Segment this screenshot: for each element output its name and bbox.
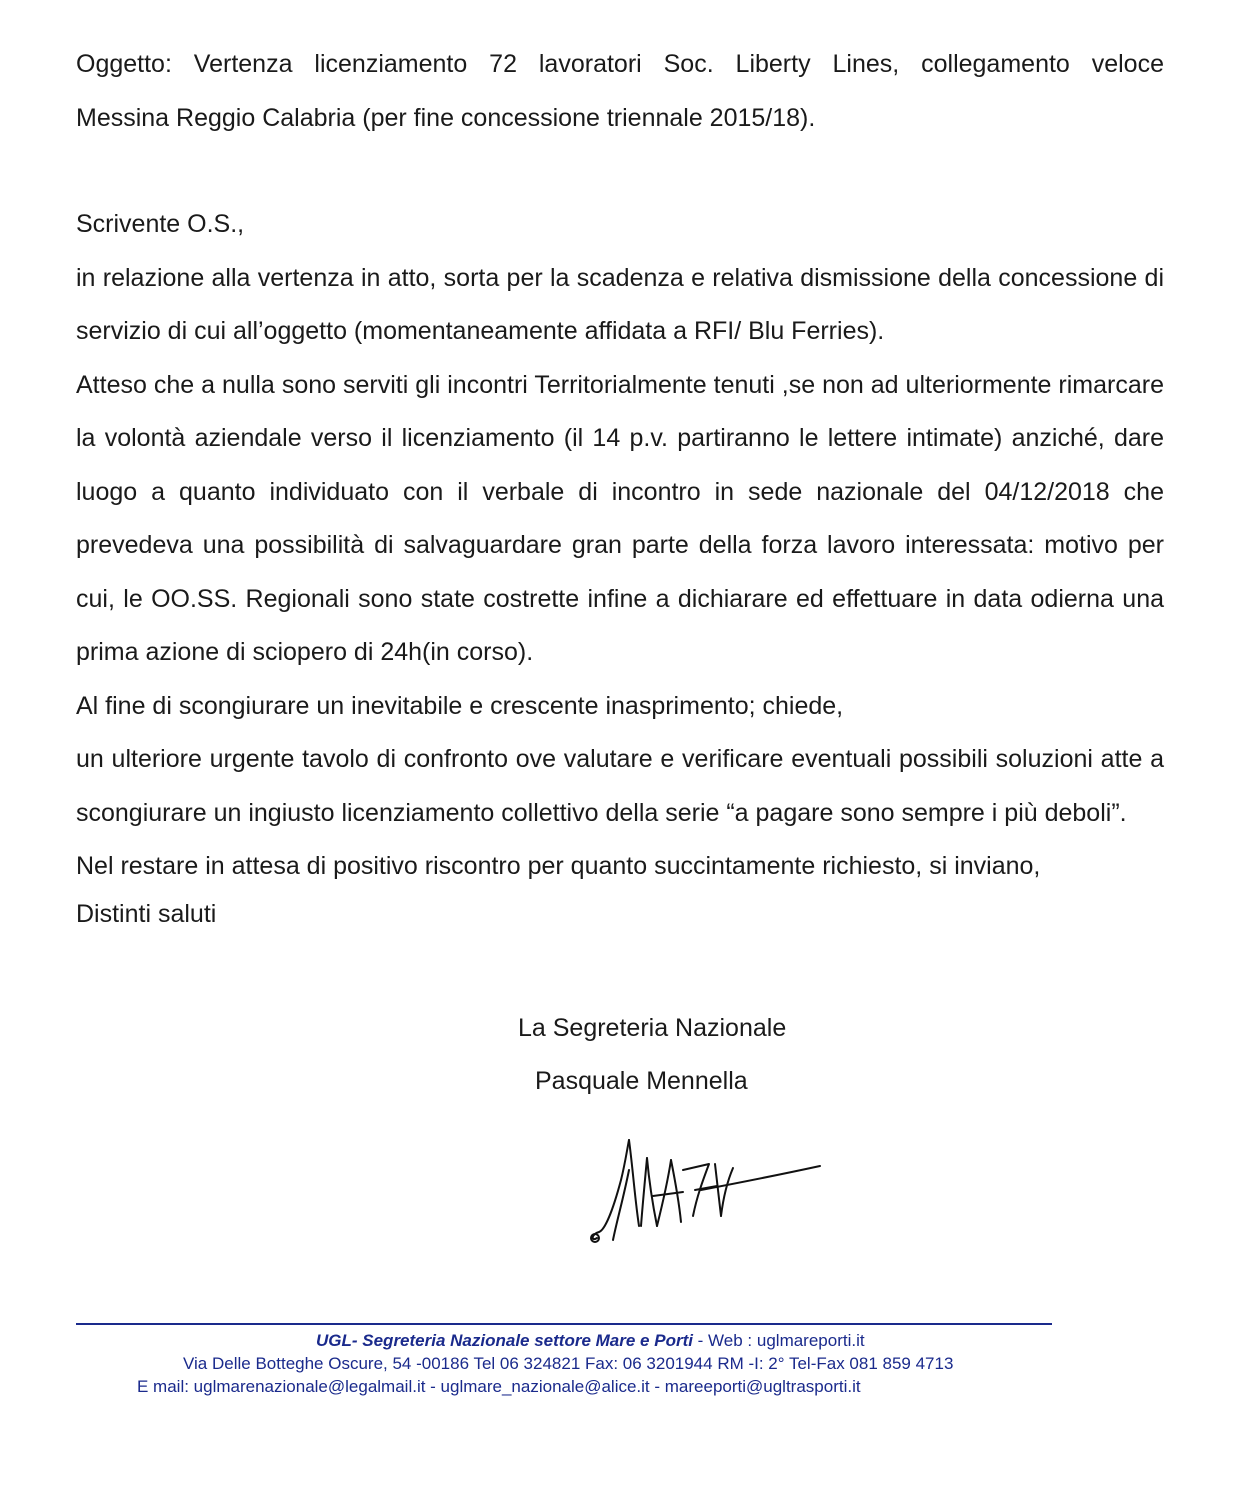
footer-web[interactable]: - Web : uglmareporti.it xyxy=(692,1331,865,1350)
signatory-office: La Segreteria Nazionale xyxy=(518,1014,787,1042)
letter-body xyxy=(76,38,1164,934)
handwritten-signature xyxy=(583,1130,828,1250)
subject-line-2: Messina Reggio Calabria (per fine concessione triennale 2015/18). xyxy=(76,103,816,132)
footer-emails[interactable]: E mail: uglmarenazionale@legalmail.it - uglmare_nazionale@alice.it - mareeporti@ugltrasporti.it xyxy=(137,1377,861,1396)
signatory-name: Pasquale Mennella xyxy=(535,1067,748,1095)
paragraph-1: in relazione alla vertenza in atto, sorta per la scadenza e relativa dismissione della concessione di servizio di cui all’oggetto (momentaneamente affidata a RFI/ Blu Ferries). xyxy=(76,263,1164,345)
spacer xyxy=(76,145,1164,198)
paragraph-2: Atteso che a nulla sono serviti gli incontri Territorialmente tenuti ,se non ad ulteriormente rimarcare la volontà aziendale verso il licenziamento (il 14 p.v. partiranno le lettere intimate) anziché, dare luogo a quanto individuato con il verbale di incontro in sede nazionale del 04/12/2018 che prevedeva una possibilità di salvaguardare gran parte della forza lavoro interessata: motivo per cui, le OO.SS. Regionali sono state costrette infine a dichiarare ed effettuare in data odierna una prima azione di sciopero di 24h(in corso). xyxy=(76,370,1164,666)
footer-line-1 xyxy=(316,1330,865,1352)
signature-block xyxy=(518,1002,786,1108)
paragraph-3: Al fine di scongiurare un inevitabile e crescente inasprimento; chiede, xyxy=(76,691,844,720)
paragraph-5: Nel restare in attesa di positivo riscontro per quanto succintamente richiesto, si inviano, xyxy=(76,852,1041,880)
footer-divider xyxy=(76,1323,1052,1325)
closing: Distinti saluti xyxy=(76,899,217,928)
paragraph-4: un ulteriore urgente tavolo di confronto ove valutare e verificare eventuali possibili soluzioni atte a scongiurare un ingiusto licenziamento collettivo della serie “a pagare sono sempre i più deboli”. xyxy=(76,745,1164,827)
subject-line-1: Oggetto: Vertenza licenziamento 72 lavoratori Soc. Liberty Lines, collegamento veloce xyxy=(76,50,1164,78)
footer-address: Via Delle Botteghe Oscure, 54 -00186 Tel 06 324821 Fax: 06 3201944 RM -I: 2° Tel-Fax 081 859 4713 xyxy=(183,1354,954,1373)
salutation: Scrivente O.S., xyxy=(76,210,245,238)
footer-org: UGL- Segreteria Nazionale settore Mare e Porti xyxy=(316,1331,693,1350)
